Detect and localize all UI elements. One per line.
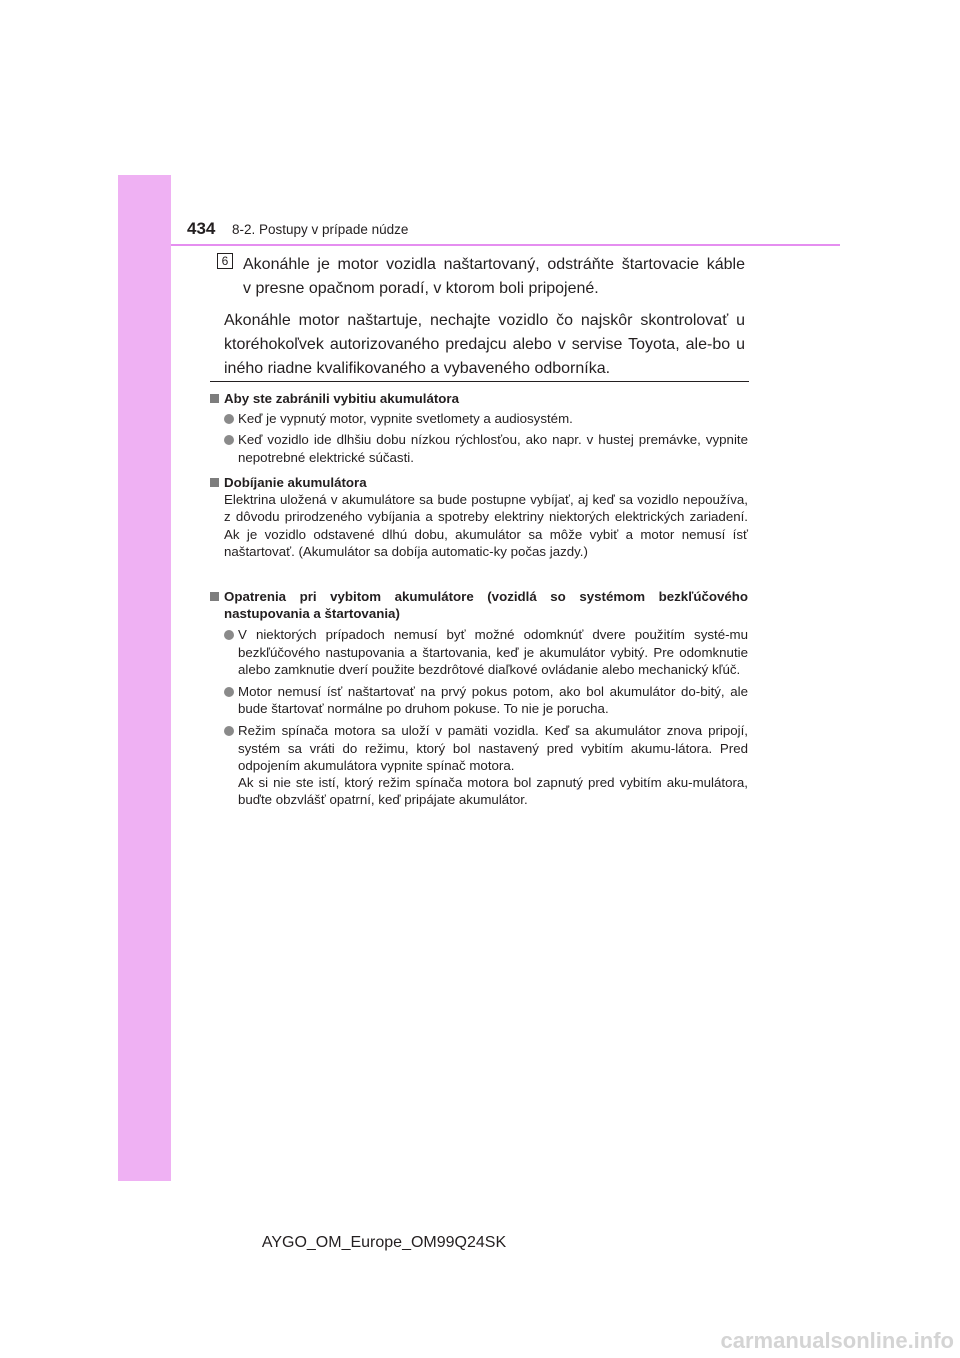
section-battery-drain bbox=[210, 390, 748, 466]
section-title: 8-2. Postupy v prípade núdze bbox=[232, 222, 409, 237]
list-item: V niektorých prípadoch nemusí byť možné odomknúť dvere použitím systé-mu bezkľúčového nastupovania a štartovania, keď je akumulátor vybitý. Pre odomknutie alebo zamknutie dverí použite bezdrôtové diaľkové ovládanie alebo mechanický kľúč. bbox=[210, 626, 748, 678]
section-heading: Dobíjanie akumulátora bbox=[210, 474, 748, 491]
step-line-1: Akonáhle je motor vozidla naštartovaný, odstráňte štartovacie káble bbox=[243, 256, 745, 273]
section-paragraph: Ak si nie ste istí, ktorý režim spínača motora bol zapnutý pred vybitím aku-mulátora, buďte obzvlášť opatrní, keď pripájate akumulátor. bbox=[238, 775, 748, 808]
header-divider bbox=[171, 244, 840, 246]
step-note: Akonáhle motor naštartuje, nechajte vozidlo čo najskôr skontrolovať u ktoréhokoľvek autorizovaného predajcu alebo v servise Toyota, ale-bo u iného riadne kvalifikovaného a vybaveného odborníka. bbox=[224, 312, 745, 377]
round-bullet-icon bbox=[224, 726, 234, 736]
list-item: Režim spínača motora sa uloží v pamäti vozidla. Keď sa akumulátor znova pripojí, systém sa vráti do režimu, ktorý bol nastavený pred vybitím akumu-látora. Pred odpojením akumulátora vypnite spínač motora. bbox=[210, 722, 748, 774]
footer-doc-code: AYGO_OM_Europe_OM99Q24SK bbox=[261, 1234, 507, 1251]
section-paragraph: Elektrina uložená v akumulátore sa bude postupne vybíjať, aj keď sa vozidlo nepoužíva, z dôvodu prirodzeného vybíjania a spotreby elektriny niektorých elektrických zariadení. Ak je vozidlo odstavené dlhú dobu, akumulátor sa môže vybiť a motor nemusí ísť naštartovať. (Akumulátor sa dobíja automatic-ky počas jazdy.) bbox=[224, 492, 748, 559]
round-bullet-icon bbox=[224, 630, 234, 640]
step-line-2: v presne opačnom poradí, v ktorom boli pripojené. bbox=[243, 280, 599, 297]
section-divider bbox=[210, 381, 749, 382]
watermark: carmanualsonline.info bbox=[720, 1328, 954, 1353]
square-bullet-icon bbox=[210, 592, 219, 601]
section-battery-charging bbox=[210, 474, 748, 560]
chapter-sidebar-tab bbox=[118, 175, 171, 1181]
square-bullet-icon bbox=[210, 478, 219, 487]
round-bullet-icon bbox=[224, 687, 234, 697]
round-bullet-icon bbox=[224, 414, 234, 424]
section-heading: Aby ste zabránili vybitiu akumulátora bbox=[210, 390, 748, 407]
list-item: Keď vozidlo ide dlhšiu dobu nízkou rýchlosťou, ako napr. v hustej premávke, vypnite nepotrebné elektrické súčasti. bbox=[210, 431, 748, 465]
page-number: 434 bbox=[187, 219, 216, 238]
round-bullet-icon bbox=[224, 435, 234, 445]
list-item: Keď je vypnutý motor, vypnite svetlomety a audiosystém. bbox=[210, 410, 748, 427]
section-heading: Opatrenia pri vybitom akumulátore (vozidlá so systémom bezkľúčového nastupovania a štartovania) bbox=[210, 588, 748, 622]
list-item: Motor nemusí ísť naštartovať na prvý pokus potom, ako bol akumulátor do-bitý, ale bude štartovať normálne po druhom pokuse. To nie je porucha. bbox=[210, 683, 748, 717]
step-instruction bbox=[243, 253, 745, 301]
square-bullet-icon bbox=[210, 394, 219, 403]
step-number-box: 6 bbox=[217, 253, 233, 269]
section-discharged-battery-precautions bbox=[210, 588, 748, 808]
